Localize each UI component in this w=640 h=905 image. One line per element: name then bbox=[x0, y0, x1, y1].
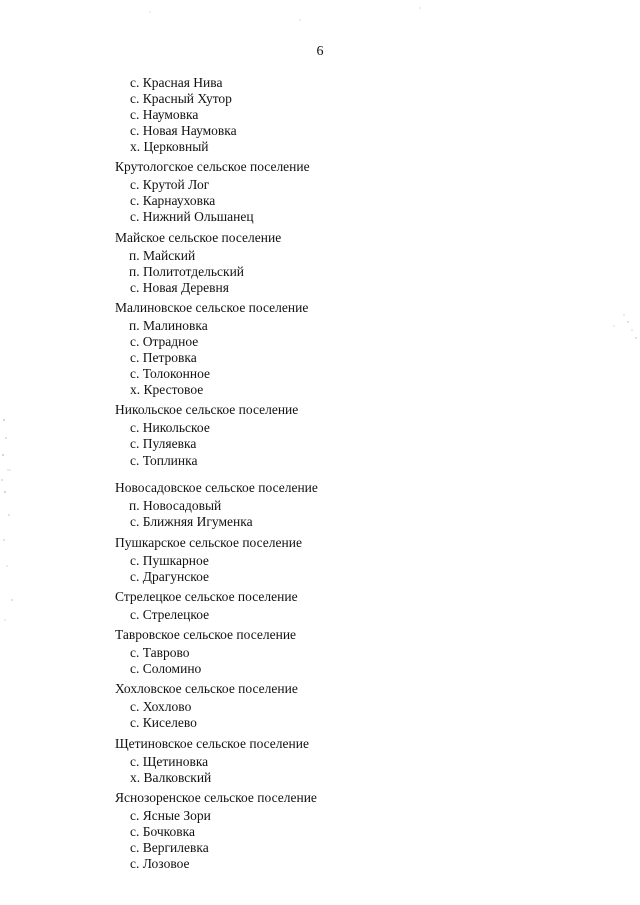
settlement-item: п. Новосадовый bbox=[129, 498, 222, 513]
settlement-item: п. Майский bbox=[129, 248, 196, 263]
section-header: Тавровское сельское поселение bbox=[115, 627, 297, 642]
section-header: Новосадовское сельское поселение bbox=[115, 480, 318, 495]
section-header: Щетиновское сельское поселение bbox=[115, 736, 309, 751]
page-number: 6 bbox=[316, 44, 324, 59]
settlement-item: с. Топлинка bbox=[130, 453, 198, 468]
settlement-item: с. Лозовое bbox=[130, 856, 190, 871]
settlement-item: с. Пуляевка bbox=[130, 436, 197, 451]
section-header: Никольское сельское поселение bbox=[115, 402, 299, 417]
settlement-item: п. Политотдельский bbox=[129, 264, 245, 279]
settlement-item: с. Ближняя Игуменка bbox=[130, 514, 253, 529]
settlement-item: с. Карнауховка bbox=[130, 193, 216, 208]
settlement-item: с. Киселево bbox=[130, 715, 197, 730]
settlement-item: с. Ясные Зори bbox=[130, 808, 211, 823]
settlement-item: с. Наумовка bbox=[130, 107, 199, 122]
section-header: Крутологское сельское поселение bbox=[115, 159, 310, 174]
settlement-item: с. Крутой Лог bbox=[130, 177, 210, 192]
settlement-item: с. Никольское bbox=[130, 420, 210, 435]
settlement-item: с. Петровка bbox=[130, 350, 197, 365]
settlement-item: с. Щетиновка bbox=[130, 754, 209, 769]
settlement-item: с. Драгунское bbox=[130, 569, 209, 584]
settlement-item: с. Красный Хутор bbox=[130, 91, 232, 106]
settlement-item: с. Таврово bbox=[130, 645, 190, 660]
section-header: Хохловское сельское поселение bbox=[115, 681, 298, 696]
settlement-item: с. Бочковка bbox=[130, 824, 196, 839]
section-header: Яснозоренское сельское поселение bbox=[115, 790, 317, 805]
settlement-item: с. Соломино bbox=[130, 661, 202, 676]
settlement-item: х. Валковский bbox=[130, 770, 212, 785]
settlement-item: с. Новая Наумовка bbox=[130, 123, 237, 138]
section-header: Малиновское сельское поселение bbox=[115, 300, 309, 315]
settlement-item: с. Пушкарное bbox=[130, 553, 209, 568]
settlement-item: с. Вергилевка bbox=[130, 840, 209, 855]
section-header: Майское сельское поселение bbox=[115, 230, 282, 245]
settlement-item: с. Толоконное bbox=[130, 366, 211, 381]
settlement-item: с. Отрадное bbox=[130, 334, 199, 349]
settlement-item: х. Церковный bbox=[130, 139, 209, 154]
section-header: Стрелецкое сельское поселение bbox=[115, 589, 298, 604]
settlement-item: х. Крестовое bbox=[130, 382, 204, 397]
settlement-item: с. Хохлово bbox=[130, 699, 192, 714]
settlement-item: с. Новая Деревня bbox=[130, 280, 229, 295]
settlement-item: п. Малиновка bbox=[129, 318, 208, 333]
settlement-item: с. Нижний Ольшанец bbox=[130, 209, 254, 224]
settlement-item: с. Красная Нива bbox=[130, 75, 223, 90]
section-header: Пушкарское сельское поселение bbox=[115, 535, 302, 550]
settlement-item: с. Стрелецкое bbox=[130, 607, 210, 622]
